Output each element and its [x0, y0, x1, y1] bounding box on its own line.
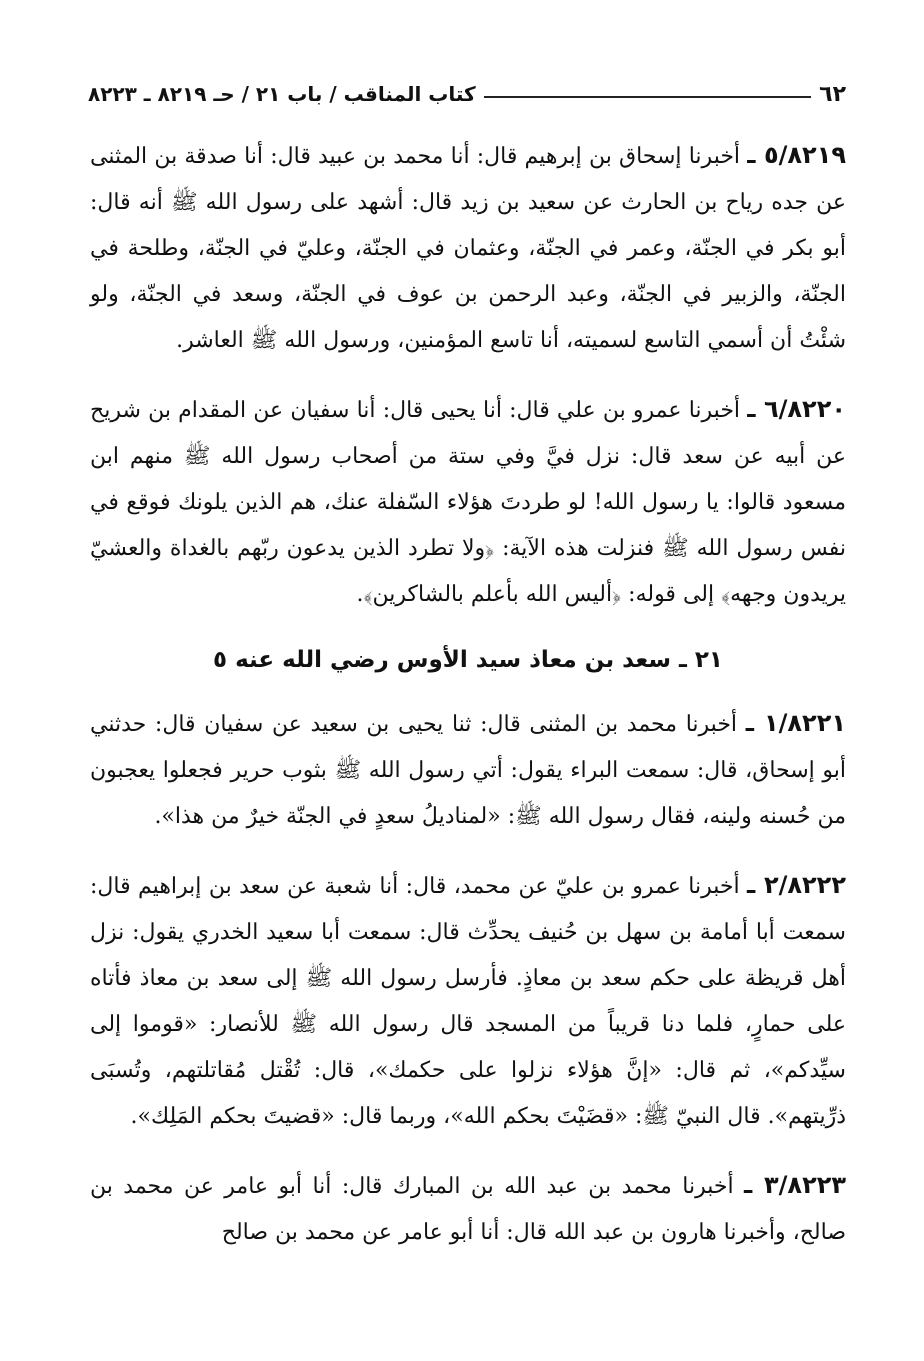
- hadith-text: أخبرنا إسحاق بن إبرهيم قال: أنا محمد بن عبيد قال: أنا صدقة بن المثنى عن جده رياح بن الحارث عن سعيد بن زيد قال: أشهد على رسول الله ﷺ أنه قال: أبو بكر في الجنّة، وعمر في الجنّة، وعثمان في الجنّة، وعليّ في الجنّة، وطلحة في الجنّة، والزبير في الجنّة، وعبد الرحمن بن عوف في الجنّة، وسعد في الجنّة، ولو شئْتُ أن أسمي التاسع لسميته، أنا تاسع المؤمنين، ورسول الله ﷺ العاشر.: [90, 144, 846, 353]
- hadith-text: أخبرنا عمرو بن علي قال: أنا يحيى قال: أنا سفيان عن المقدام بن شريح عن أبيه عن سعد قال: نزل فيَّ وفي ستة من أصحاب رسول الله ﷺ منهم ابن مسعود قالوا: يا رسول الله! لو طردتَ هؤلاء السّفلة عنك، هم الذين يلونك فوقع في نفس رسول الله ﷺ فنزلت هذه الآية: ﴿ولا تطرد الذين يدعون ربّهم بالغداة والعشيّ يريدون وجهه﴾ إلى قوله: ﴿أليس الله بأعلم بالشاكرين﴾.: [90, 398, 846, 607]
- section-heading: ٢١ ـ سعد بن معاذ سيد الأوس رضي الله عنه ٥: [213, 647, 723, 673]
- hadith-number: ٣/٨٢٢٣ ـ: [744, 1171, 847, 1199]
- hadith-text: أخبرنا محمد بن عبد الله بن المبارك قال: أنا أبو عامر عن محمد بن صالح، وأخبرنا هارون بن عبد الله قال: أنا أبو عامر عن محمد بن صالح: [90, 1174, 846, 1245]
- hadith-number: ٥/٨٢١٩ ـ: [747, 141, 846, 169]
- page-number: ٦٢: [819, 81, 846, 107]
- hadith-number: ٢/٨٢٢٢ ـ: [746, 871, 846, 899]
- page-body: [90, 132, 846, 1278]
- running-title: كتاب المناقب / باب ٢١ / حـ ٨٢١٩ ـ ٨٢٢٣: [88, 82, 476, 106]
- header-rule: [484, 96, 811, 98]
- hadith-paragraph: [90, 862, 846, 1140]
- hadith-paragraph: [90, 1162, 846, 1256]
- hadith-number: ١/٨٢٢١ ـ: [745, 709, 846, 737]
- page-header: [88, 76, 846, 112]
- hadith-text: أخبرنا عمرو بن عليّ عن محمد، قال: أنا شعبة عن سعد بن إبراهيم قال: سمعت أبا أمامة بن سهل بن حُنيف يحدِّث قال: سمعت أبا سعيد الخدري يقول: نزل أهل قريظة على حكم سعد بن معاذٍ. فأرسل رسول الله ﷺ إلى سعد بن معاذ فأتاه على حمارٍ، فلما دنا قريباً من المسجد قال رسول الله ﷺ للأنصار: «قوموا إلى سيِّدكم»، ثم قال: «إنَّ هؤلاء نزلوا على حكمك»، قال: تُقْتل مُقاتلتهم، وتُسبَى ذرِّيتهم». قال النبيّ ﷺ: «قضَيْتَ بحكم الله»، وربما قال: «قضيتَ بحكم المَلِك».: [90, 874, 846, 1129]
- hadith-paragraph: [90, 132, 846, 364]
- hadith-number: ٦/٨٢٢٠ ـ: [747, 395, 846, 423]
- hadith-paragraph: [90, 700, 846, 840]
- hadith-paragraph: [90, 386, 846, 618]
- hadith-text: أخبرنا محمد بن المثنى قال: ثنا يحيى بن سعيد عن سفيان قال: حدثني أبو إسحاق، قال: سمعت البراء يقول: أتي رسول الله ﷺ بثوب حرير فجعلوا يعجبون من حُسنه ولينه، فقال رسول الله ﷺ: «لمناديلُ سعدٍ في الجنّة خيرٌ من هذا».: [90, 712, 847, 829]
